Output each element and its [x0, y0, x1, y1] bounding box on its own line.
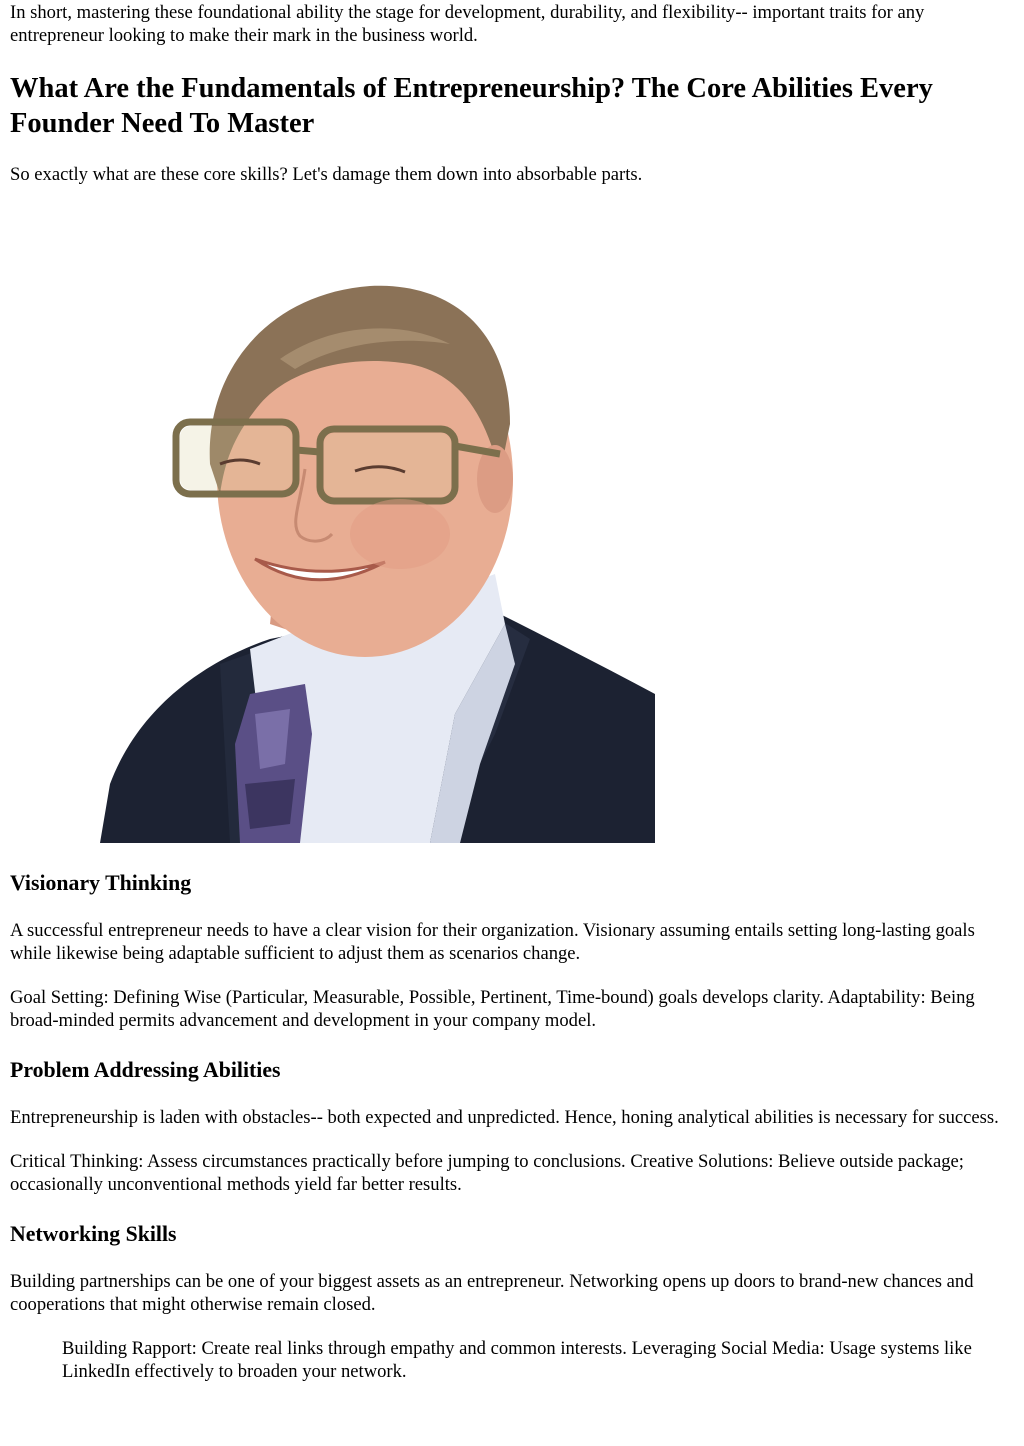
main-heading: What Are the Fundamentals of Entrepreneurship? The Core Abilities Every Founder Need To Master — [10, 73, 933, 139]
portrait-photo — [100, 264, 655, 843]
networking-blockquote: Building Rapport: Create real links through empathy and common interests. Leveraging Social Media: Usage systems like LinkedIn effectively to broaden your network. — [62, 1338, 972, 1382]
section-heading-problem: Problem Addressing Abilities — [10, 1058, 281, 1082]
article — [10, 0, 1014, 1383]
problem-paragraph-2: Critical Thinking: Assess circumstances practically before jumping to conclusions. Creative Solutions: Believe outside package; occasionally unconventional methods yield far better results. — [10, 1151, 964, 1195]
networking-paragraph-1: Building partnerships can be one of your biggest assets as an entrepreneur. Networking opens up doors to brand-new chances and cooperations that might otherwise remain closed. — [10, 1271, 974, 1315]
problem-paragraph-1: Entrepreneurship is laden with obstacles-- both expected and unpredicted. Hence, honing analytical abilities is necessary for success. — [10, 1107, 999, 1128]
visionary-paragraph-1: A successful entrepreneur needs to have a clear vision for their organization. Visionary assuming entails setting long-lasting goals while likewise being adaptable sufficient to adjust them as scenarios change. — [10, 920, 975, 964]
section-heading-visionary: Visionary Thinking — [10, 871, 192, 895]
core-skills-intro: So exactly what are these core skills? Let's damage them down into absorbable parts. — [10, 164, 643, 185]
intro-paragraph: In short, mastering these foundational ability the stage for development, durability, and flexibility-- important traits for any entrepreneur looking to make their mark in the business world. — [10, 2, 925, 46]
visionary-paragraph-2: Goal Setting: Defining Wise (Particular, Measurable, Possible, Pertinent, Time-bound) goals develops clarity. Adaptability: Being broad-minded permits advancement and development in your company model. — [10, 987, 975, 1031]
section-heading-networking: Networking Skills — [10, 1222, 177, 1246]
